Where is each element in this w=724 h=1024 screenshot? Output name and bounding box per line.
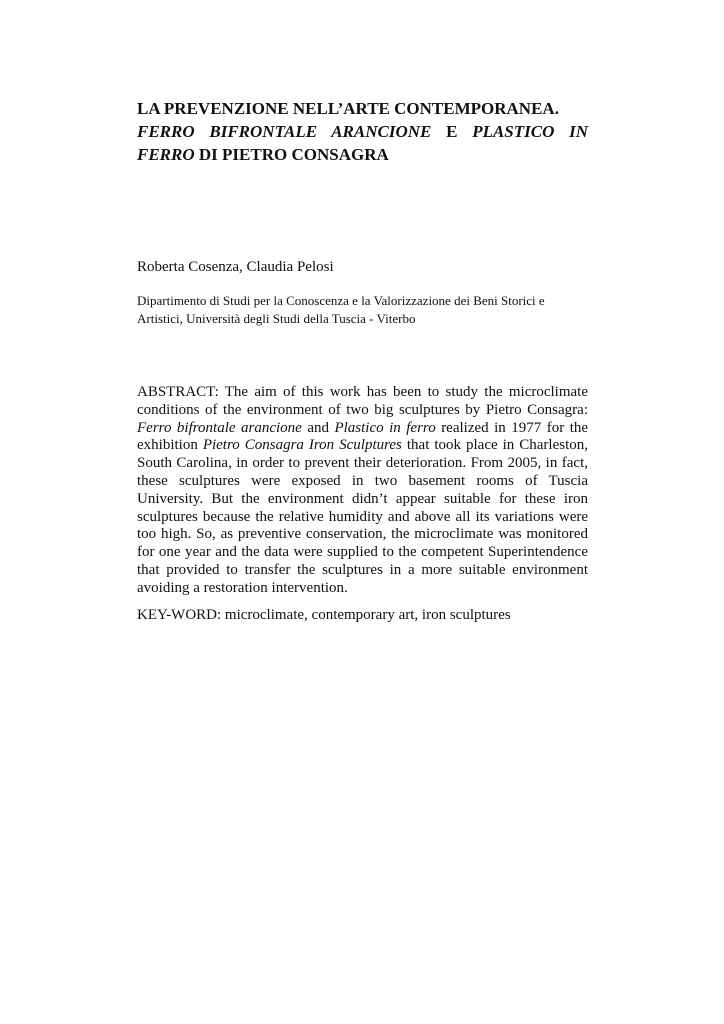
title-italic-ferro: FERRO — [137, 145, 195, 164]
paper-title — [137, 97, 588, 166]
title-artist: DI PIETRO CONSAGRA — [198, 145, 389, 164]
authors: Roberta Cosenza, Claudia Pelosi — [137, 259, 334, 275]
abstract-text-2: and — [307, 419, 329, 436]
abstract-italic-plastico: Plastico in ferro — [334, 419, 436, 436]
title-connector: E — [446, 122, 458, 141]
title-italic-plastico: PLASTICO IN — [472, 122, 589, 141]
title-line-2 — [137, 120, 588, 143]
abstract-text-1: ABSTRACT: The aim of this work has been to study the microclimate conditions of the environment of two big sculptures by Pietro Consagra: — [137, 384, 588, 418]
abstract-italic-exhibition: Pietro Consagra Iron Sculptures — [202, 437, 402, 454]
title-line-1: LA PREVENZIONE NELL’ARTE CONTEMPORANEA. — [137, 99, 559, 118]
abstract — [137, 384, 588, 598]
affiliation-line-2: Artistici, Università degli Studi della Tuscia - Viterbo — [137, 311, 416, 326]
abstract-text-4: that took place in Charleston, South Carolina, in order to prevent their deterioration. From 2005, in fact, these sculptures were exposed in two basement rooms of Tuscia University. But the environment didn’t appear suitable for these iron sculptures because the relative humidity and above all its variations were too high. So, as preventive conservation, the microclimate was monitored for one year and the data were supplied to the competent Superintendence that provided to transfer the sculptures in a more suitable environment avoiding a restoration intervention. — [137, 437, 588, 596]
title-italic-ferro-bifrontale: FERRO BIFRONTALE ARANCIONE — [137, 122, 432, 141]
abstract-text-3: realized in 1977 for the exhibition — [137, 419, 589, 454]
affiliation — [137, 292, 588, 328]
keywords: KEY-WORD: microclimate, contemporary art, iron sculptures — [137, 607, 511, 623]
title-line-3 — [137, 143, 588, 166]
abstract-italic-ferro-bifrontale: Ferro bifrontale arancione — [137, 419, 302, 436]
document-page — [137, 0, 588, 1024]
affiliation-line-1: Dipartimento di Studi per la Conoscenza e la Valorizzazione dei Beni Storici e — [137, 293, 545, 308]
